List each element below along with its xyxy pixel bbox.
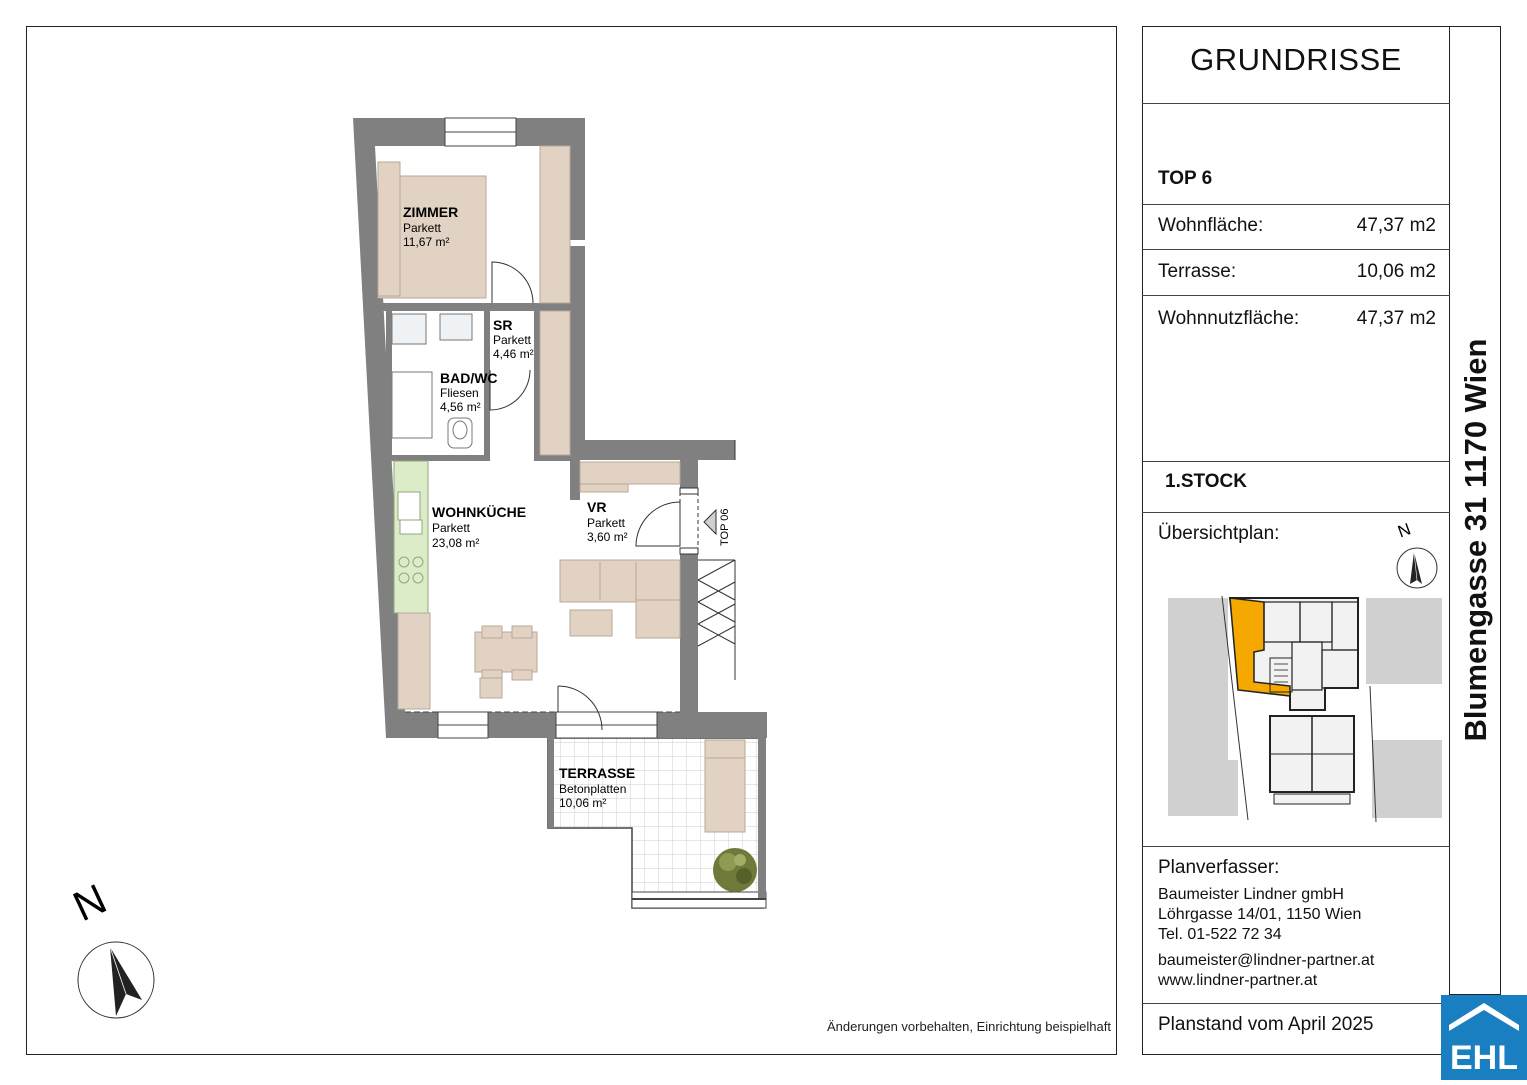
divider — [1142, 846, 1450, 847]
divider — [1142, 249, 1450, 250]
overview-compass-icon — [1397, 548, 1437, 588]
author-heading: Planverfasser: — [1158, 857, 1280, 878]
author-website[interactable]: www.lindner-partner.at — [1158, 972, 1318, 989]
room-area-terrasse: 10,06 m² — [559, 796, 607, 810]
stair — [698, 440, 735, 680]
plant-icon — [713, 848, 757, 892]
overview-label: Übersichtplan: — [1158, 523, 1280, 544]
side-address: Blumengasse 31 1170 Wien — [1458, 338, 1493, 742]
sink-right — [440, 314, 472, 340]
room-area-sr: 4,46 m² — [493, 347, 534, 361]
room-area-zimmer: 11,67 m² — [403, 235, 450, 249]
ehl-logo — [1441, 995, 1527, 1080]
plan-date: Planstand vom April 2025 — [1158, 1014, 1374, 1035]
compass-icon — [78, 942, 154, 1018]
room-name-wohnkueche: WOHNKÜCHE — [432, 504, 527, 520]
room-area-bad: 4,56 m² — [440, 400, 481, 414]
author-phone: Tel. 01-522 72 34 — [1158, 926, 1282, 943]
room-floor-wohnkueche: Parkett — [432, 521, 471, 535]
area-value-wohnnutzflaeche: 47,37 m2 — [1356, 308, 1436, 329]
room-floor-sr: Parkett — [493, 333, 532, 347]
kitchen-counter — [394, 461, 428, 613]
entrance-arrow-icon — [704, 510, 716, 534]
divider — [1142, 204, 1450, 205]
overview-north-label: N — [1395, 519, 1414, 542]
room-name-zimmer: ZIMMER — [403, 204, 459, 220]
storage-cabinet — [540, 311, 570, 455]
room-floor-vr: Parkett — [587, 516, 626, 530]
author-address: Löhrgasse 14/01, 1150 Wien — [1158, 906, 1362, 923]
bathtub — [392, 372, 432, 438]
room-name-vr: VR — [587, 499, 607, 515]
page-title: GRUNDRISSE — [1190, 42, 1402, 77]
room-name-sr: SR — [493, 317, 513, 333]
hallway-wardrobe — [580, 462, 680, 484]
room-floor-terrasse: Betonplatten — [559, 782, 627, 796]
area-label-terrasse: Terrasse: — [1158, 261, 1237, 282]
area-label-wohnflaeche: Wohnfläche: — [1158, 215, 1264, 236]
coffee-table — [570, 610, 612, 636]
overview-plan — [1160, 510, 1450, 840]
stair-label: TOP 06 — [719, 508, 731, 546]
divider — [1142, 103, 1450, 104]
sofa — [560, 560, 680, 602]
sink-left — [392, 314, 426, 344]
author-company: Baumeister Lindner gmbH — [1158, 886, 1344, 903]
disclaimer: Änderungen vorbehalten, Einrichtung beispielhaft — [826, 1019, 1111, 1034]
room-name-terrasse: TERRASSE — [559, 765, 636, 781]
divider — [1142, 1003, 1450, 1004]
divider — [1142, 461, 1450, 462]
house-logo-icon — [1441, 995, 1527, 1080]
area-value-wohnflaeche: 47,37 m2 — [1356, 215, 1436, 236]
room-floor-zimmer: Parkett — [403, 221, 442, 235]
svg-text:EHL: EHL — [1450, 1039, 1518, 1077]
north-label: N — [65, 874, 114, 931]
divider — [1142, 295, 1450, 296]
room-floor-bad: Fliesen — [440, 386, 479, 400]
room-area-vr: 3,60 m² — [587, 530, 628, 544]
wardrobe — [540, 146, 570, 303]
author-email[interactable]: baumeister@lindner-partner.at — [1158, 952, 1375, 969]
room-name-bad: BAD/WC — [440, 370, 498, 386]
area-label-wohnnutzflaeche: Wohnnutzfläche: — [1158, 308, 1300, 329]
unit-label: TOP 6 — [1158, 168, 1213, 189]
area-value-terrasse: 10,06 m2 — [1356, 261, 1436, 282]
toilet — [448, 418, 472, 448]
room-area-wohnkueche: 23,08 m² — [432, 536, 480, 550]
floor-label: 1.STOCK — [1165, 471, 1248, 492]
